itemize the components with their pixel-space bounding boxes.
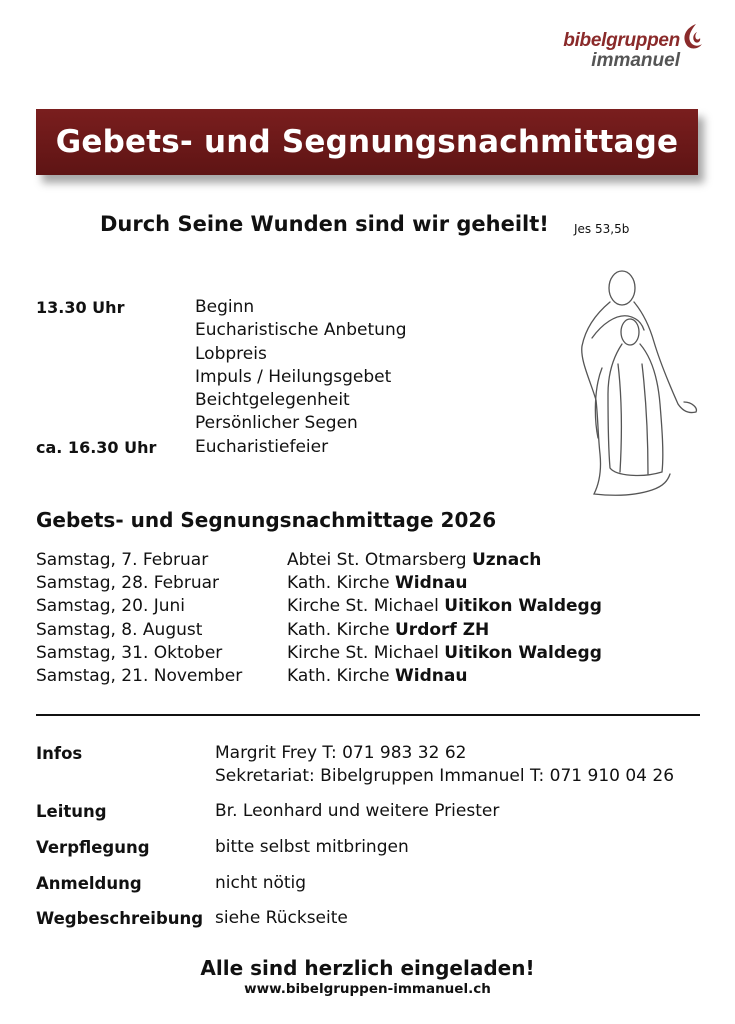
schedule-date: Samstag, 31. Oktober (36, 642, 223, 663)
verpflegung-label: Verpflegung (36, 838, 150, 857)
schedule-date: Samstag, 8. August (36, 619, 203, 640)
page-title: Gebets- und Segnungsnachmittage (55, 124, 679, 160)
flame-swirl-icon (680, 22, 706, 52)
schedule-place (287, 642, 602, 665)
logo-line-1: bibelgruppen (563, 30, 680, 51)
schedule-place (287, 619, 602, 642)
program-item: Beginn (195, 297, 255, 317)
wegbeschreibung-value: siehe Rückseite (215, 908, 348, 928)
place-name: Kath. Kirche (287, 619, 390, 640)
schedule-dates (36, 549, 242, 688)
anmeldung-value: nicht nötig (215, 873, 307, 893)
place-town: Uznach (471, 550, 542, 570)
schedule-date: Samstag, 21. November (36, 666, 243, 687)
place-name: Kirche St. Michael (287, 596, 439, 617)
place-town: Widnau (395, 573, 468, 594)
schedule-place (287, 665, 602, 688)
program-item: Eucharistische Anbetung (195, 320, 407, 341)
schedule-place (287, 595, 602, 618)
website-url: www.bibelgruppen-immanuel.ch (244, 981, 491, 997)
program-item: Persönlicher Segen (195, 413, 358, 434)
place-name: Kath. Kirche (287, 573, 390, 594)
schedule-date: Samstag, 20. Juni (36, 596, 186, 617)
schedule-place (287, 549, 602, 572)
place-name: Kath. Kirche (287, 666, 390, 687)
verpflegung-value: bitte selbst mitbringen (215, 837, 409, 857)
infos-line-1: Margrit Frey T: 071 983 32 62 (215, 743, 467, 763)
schedule-date: Samstag, 7. Februar (36, 550, 209, 570)
infos-line-2: Sekretariat: Bibelgruppen Immanuel T: 071 910 04 26 (215, 766, 675, 786)
schedule-heading: Gebets- und Segnungsnachmittage 2026 (36, 508, 497, 532)
end-time: ca. 16.30 Uhr (36, 438, 157, 457)
anmeldung-label: Anmeldung (36, 874, 142, 893)
wegbeschreibung-label: Wegbeschreibung (36, 909, 204, 928)
schedule-places (287, 549, 602, 688)
logo (560, 22, 720, 72)
program-item: Beichtgelegenheit (195, 390, 350, 411)
divider (36, 714, 700, 716)
place-town: Urdorf ZH (395, 619, 490, 640)
logo-line-2: immanuel (591, 50, 680, 71)
motto: Durch Seine Wunden sind wir geheilt! (100, 212, 549, 236)
place-name: Kirche St. Michael (287, 642, 439, 663)
program-item: Lobpreis (195, 343, 267, 364)
place-name: Abtei St. Otmarsberg (287, 550, 467, 570)
start-time: 13.30 Uhr (36, 298, 125, 317)
program-list (195, 296, 407, 459)
christ-blessing-figure-icon (572, 268, 702, 498)
schedule-place (287, 572, 602, 595)
leitung-label: Leitung (36, 802, 107, 821)
schedule-date: Samstag, 28. Februar (36, 573, 220, 594)
bible-reference: Jes 53,5b (574, 222, 630, 236)
title-banner (36, 109, 698, 175)
program-item: Impuls / Heilungsgebet (195, 366, 392, 387)
place-town: Uitikon Waldegg (444, 596, 602, 617)
leitung-value: Br. Leonhard und weitere Priester (215, 801, 500, 821)
invitation-text: Alle sind herzlich eingeladen! (200, 956, 535, 980)
place-town: Uitikon Waldegg (444, 642, 602, 663)
program-end-item: Eucharistiefeier (195, 436, 329, 457)
place-town: Widnau (395, 666, 468, 687)
infos-label: Infos (36, 744, 83, 763)
